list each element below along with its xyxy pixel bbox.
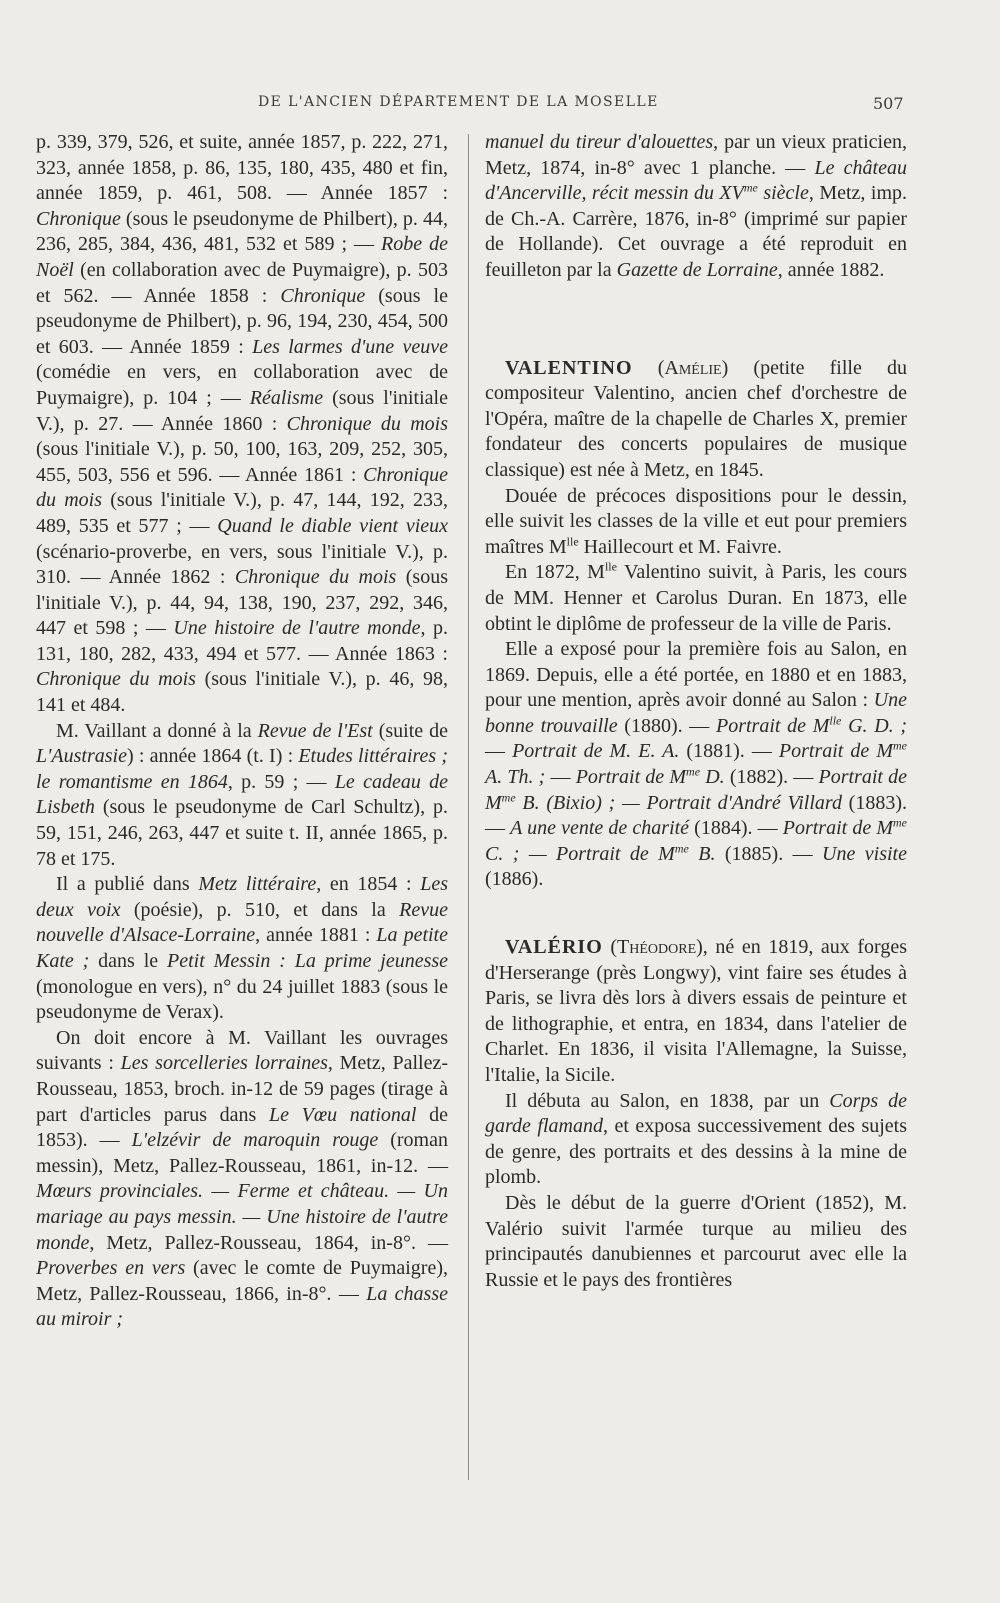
text-run: Petit Messin : La prime jeunesse bbox=[167, 950, 449, 972]
text-run: Robe de Noël bbox=[36, 233, 448, 281]
text-run: , p. 131, 180, 282, 433, 494 et 577. — Année 1863 : bbox=[36, 617, 448, 665]
text-run: Metz littéraire bbox=[198, 873, 317, 896]
text-run: (sous l'initiale V.), p. 46, 98, 141 et 484. bbox=[36, 668, 448, 717]
text-run: Revue nouvelle d'Alsace-Lorraine bbox=[36, 898, 448, 947]
text-run: A. Th. ; bbox=[485, 766, 546, 789]
text-run: Le château d'Ancerville, récit messin du XV bbox=[485, 156, 907, 205]
entry-name: VALENTINO bbox=[505, 356, 633, 379]
text-run: de 1853). — bbox=[36, 1103, 448, 1152]
running-title: DE L'ANCIEN DÉPARTEMENT DE LA MOSELLE bbox=[258, 94, 659, 110]
column-divider bbox=[468, 134, 469, 1480]
text-run: ) : année 1864 (t. I) : bbox=[126, 745, 299, 768]
text-run: , Metz, imp. de Ch.-A. Carrère, 1876, in-8° (imprimé sur papier de Hollande). Cet ouvrage a été reproduit en feuilleton par la bbox=[485, 182, 907, 281]
text-run: L'Austrasie bbox=[36, 745, 127, 768]
text-run: (sous le pseudonyme de Philbert), p. 96, 194, 230, 454, 500 et 603. — Année 1859 : bbox=[36, 284, 448, 358]
text-run: Chronique bbox=[280, 284, 366, 307]
text-run: , par un vieux praticien, Metz, 1874, in-8° avec 1 planche. — bbox=[485, 131, 907, 179]
superscript: lle bbox=[566, 534, 579, 549]
text-run: (en collaboration avec de Puymaigre), p. 503 et 562. — Année 1858 : bbox=[36, 258, 448, 307]
paragraph bbox=[485, 560, 907, 637]
text-run: Quand le diable vient vieux bbox=[217, 514, 449, 537]
text-run: Théodore bbox=[617, 936, 697, 959]
paragraph bbox=[36, 719, 448, 873]
text-run: (1882). — bbox=[724, 766, 819, 789]
text-run: dans le bbox=[89, 950, 168, 972]
text-run: Les sorcelleries lorraines bbox=[120, 1052, 328, 1075]
spacer bbox=[485, 284, 907, 356]
superscript: lle bbox=[604, 559, 617, 574]
text-run: Valentino suivit, à Paris, les cours de MM. Henner et Carolus Duran. En 1873, elle obtint le diplôme de professeur de la ville de Paris. bbox=[485, 561, 908, 635]
text-run: Gazette de Lorraine bbox=[616, 258, 778, 281]
text-run: Une visite bbox=[822, 842, 907, 865]
text-run: p. 339, 379, 526, et suite, année 1857, p. 222, 271, 323, année 1858, p. 86, 135, 180, 435, 480 et fin, année 1859, p. 461, 508. — Année 1857 : bbox=[36, 131, 448, 205]
text-run: — bbox=[485, 740, 513, 763]
text-run: Elle a exposé pour la première fois au Salon, en 1869. Depuis, elle a été portée, en 1880 et en 1883, pour une mention, après avoir donné au Salon : bbox=[485, 638, 907, 712]
left-column bbox=[36, 130, 448, 1333]
text-run: Réalisme bbox=[249, 386, 324, 409]
superscript: me bbox=[501, 790, 516, 804]
text-run: B. bbox=[688, 842, 716, 865]
text-run: Une bonne trouvaille bbox=[485, 689, 907, 737]
text-run: Chronique bbox=[36, 207, 121, 230]
text-run: Portrait de M. E. A. bbox=[512, 740, 680, 763]
page-number: 507 bbox=[873, 94, 904, 113]
superscript: me bbox=[892, 815, 907, 830]
text-run: Il a publié dans bbox=[56, 873, 199, 896]
text-run: Etudes littéraires ; le romantisme en 1864 bbox=[36, 745, 448, 793]
text-run: ) (petite fille du compositeur Valentino, ancien chef d'orchestre de l'Opéra, maître de la chapelle de Charles X, premier fondateur des concerts populaires de musique classique) est née à Metz, en 1845. bbox=[485, 356, 907, 481]
text-run: La chasse au miroir ; bbox=[36, 1282, 448, 1331]
paragraph bbox=[36, 130, 448, 719]
entry-valerio bbox=[485, 935, 907, 1089]
superscript: me bbox=[686, 764, 701, 779]
text-run: ), né en 1819, aux forges d'Herserange (près Longwy), vint faire ses études à Paris, se livra dès lors à divers essais de peinture et de lithographie, et entra, en 1834, dans l'atelier de Charlet. En 1836, il visita l'Allemagne, la Suisse, l'Italie, la Sicile. bbox=[485, 936, 907, 1086]
text-run: (poésie), p. 510, et dans la bbox=[120, 898, 400, 921]
paragraph bbox=[485, 1191, 907, 1293]
text-run: siècle bbox=[757, 182, 809, 205]
text-run: , année 1882. bbox=[777, 258, 885, 281]
text-run: Une histoire de l'autre monde bbox=[173, 617, 421, 640]
text-run: Dès le début de la guerre d'Orient (1852), M. Valério suivit l'armée turque au milieu des principautés danubiennes et parcourut avec elle la Russie et le pays des frontières bbox=[485, 1191, 907, 1291]
superscript: me bbox=[893, 738, 908, 753]
text-run: Mœurs provinciales. — Ferme et château. — Un mariage au pays messin. — Une histoire de l'autre monde bbox=[36, 1180, 448, 1254]
text-run: Haillecourt et M. Faivre. bbox=[578, 535, 782, 558]
text-run: Le Vœu national bbox=[268, 1103, 417, 1126]
superscript: lle bbox=[829, 713, 842, 728]
superscript: me bbox=[743, 180, 758, 195]
text-run: , en 1854 : bbox=[316, 873, 421, 896]
paragraph bbox=[485, 130, 907, 284]
text-run: Amélie bbox=[664, 356, 722, 379]
text-run: D. bbox=[700, 766, 725, 789]
text-run: Chronique du mois bbox=[36, 463, 448, 512]
text-run: (1880). — bbox=[617, 714, 716, 737]
text-run: Le cadeau de Lisbeth bbox=[36, 770, 448, 819]
text-run: La petite Kate ; bbox=[36, 924, 448, 972]
text-run: (scénario-proverbe, en vers, sous l'initiale V.), p. 310. — Année 1862 : bbox=[36, 540, 448, 589]
text-run: Chronique du mois bbox=[234, 566, 397, 589]
text-run: A une vente de charité bbox=[510, 817, 690, 840]
text-run: Les larmes d'une veuve bbox=[252, 335, 449, 358]
right-column bbox=[485, 130, 907, 1293]
text-run: manuel du tireur d'alouettes bbox=[485, 131, 714, 153]
text-run: (roman messin), Metz, Pallez-Rousseau, 1861, in-12. — bbox=[36, 1129, 448, 1177]
text-run: C. ; — Portrait de M bbox=[485, 842, 675, 865]
text-run: (1883). — bbox=[485, 791, 907, 840]
paragraph bbox=[36, 1026, 448, 1333]
text-run: (comédie en vers, en collaboration avec de Puymaigre), p. 104 ; — bbox=[36, 361, 448, 409]
text-run: M. Vaillant a donné à la bbox=[56, 719, 258, 742]
text-run: , année 1881 : bbox=[255, 924, 377, 947]
entry-name: VALÉRIO bbox=[505, 936, 603, 959]
text-run: (sous le pseudonyme de Philbert), p. 44, 236, 285, 384, 436, 481, 532 et 589 ; — bbox=[36, 207, 448, 256]
text-run: B. (Bixio) ; — Portrait d'André Villard bbox=[515, 791, 842, 814]
text-run: , et exposa successivement des sujets de genre, des portraits et des dessins à la mine de plomb. bbox=[485, 1115, 907, 1189]
text-run: En 1872, M bbox=[505, 561, 605, 584]
text-run: Portrait de M bbox=[778, 740, 894, 763]
text-run: Chronique du mois bbox=[36, 668, 196, 691]
text-run: Chronique du mois bbox=[286, 412, 448, 435]
text-run: (1884). — bbox=[689, 817, 783, 840]
text-run: Proverbes en vers bbox=[36, 1257, 186, 1280]
text-run: Les deux voix bbox=[36, 873, 448, 921]
text-run: On doit encore à M. Vaillant les ouvrages suivants : bbox=[36, 1026, 448, 1075]
text-run: , Metz, Pallez-Rousseau, 1853, broch. in-12 de 59 pages (tirage à part d'articles parus dans bbox=[36, 1052, 448, 1126]
text-run: Portrait de M bbox=[485, 766, 908, 814]
text-run: Corps de garde flamand bbox=[485, 1089, 907, 1138]
text-run: ( bbox=[632, 356, 665, 379]
paragraph bbox=[485, 637, 907, 893]
text-run: G. D. ; bbox=[841, 714, 907, 737]
text-run: Il débuta au Salon, en 1838, par un bbox=[505, 1089, 830, 1112]
text-run: (sous l'initiale V.), p. 44, 94, 138, 190, 237, 292, 346, 447 et 598 ; — bbox=[36, 566, 448, 640]
paragraph bbox=[485, 1089, 907, 1191]
text-run: Portrait de M bbox=[575, 766, 687, 789]
superscript: me bbox=[674, 841, 689, 856]
text-run: , p. 59 ; — bbox=[227, 770, 335, 793]
paragraph bbox=[485, 484, 907, 561]
text-run: (sous l'initiale V.), p. 47, 144, 192, 233, 489, 535 et 577 ; — bbox=[36, 489, 448, 537]
text-run: (avec le comte de Puymaigre), Metz, Pallez-Rousseau, 1866, in-8°. — bbox=[36, 1257, 449, 1305]
text-run: (1885). — bbox=[715, 842, 823, 865]
text-run: (sous le pseudonyme de Carl Schultz), p. 59, 151, 246, 263, 447 et suite t. II, année 1865, p. 78 et 175. bbox=[36, 796, 448, 870]
text-run: (sous l'initiale V.), p. 27. — Année 1860 : bbox=[36, 386, 448, 435]
text-run: (1886). bbox=[485, 868, 544, 891]
text-run: (monologue en vers), n° du 24 juillet 1883 (sous le pseudonyme de Verax). bbox=[36, 975, 448, 1024]
text-run: (1881). — bbox=[679, 740, 779, 763]
text-run: — bbox=[545, 766, 576, 789]
text-run: Portrait de M bbox=[782, 817, 893, 840]
text-run: Revue de l'Est bbox=[257, 719, 373, 742]
text-run: (suite de bbox=[372, 719, 448, 742]
paragraph bbox=[36, 872, 448, 1026]
text-run: L'elzévir de maroquin rouge bbox=[131, 1129, 379, 1152]
text-run: , Metz, Pallez-Rousseau, 1864, in-8°. — bbox=[89, 1231, 448, 1254]
text-run: (sous l'initiale V.), p. 50, 100, 163, 209, 252, 305, 455, 503, 556 et 596. — Année 1861 : bbox=[36, 438, 448, 486]
text-run: Douée de précoces dispositions pour le dessin, elle suivit les classes de la ville et eut pour premiers maîtres M bbox=[485, 484, 907, 558]
spacer bbox=[485, 893, 907, 935]
text-run: ( bbox=[602, 936, 618, 959]
text-run: Portrait de M bbox=[716, 714, 830, 737]
entry-valentino bbox=[485, 356, 907, 484]
